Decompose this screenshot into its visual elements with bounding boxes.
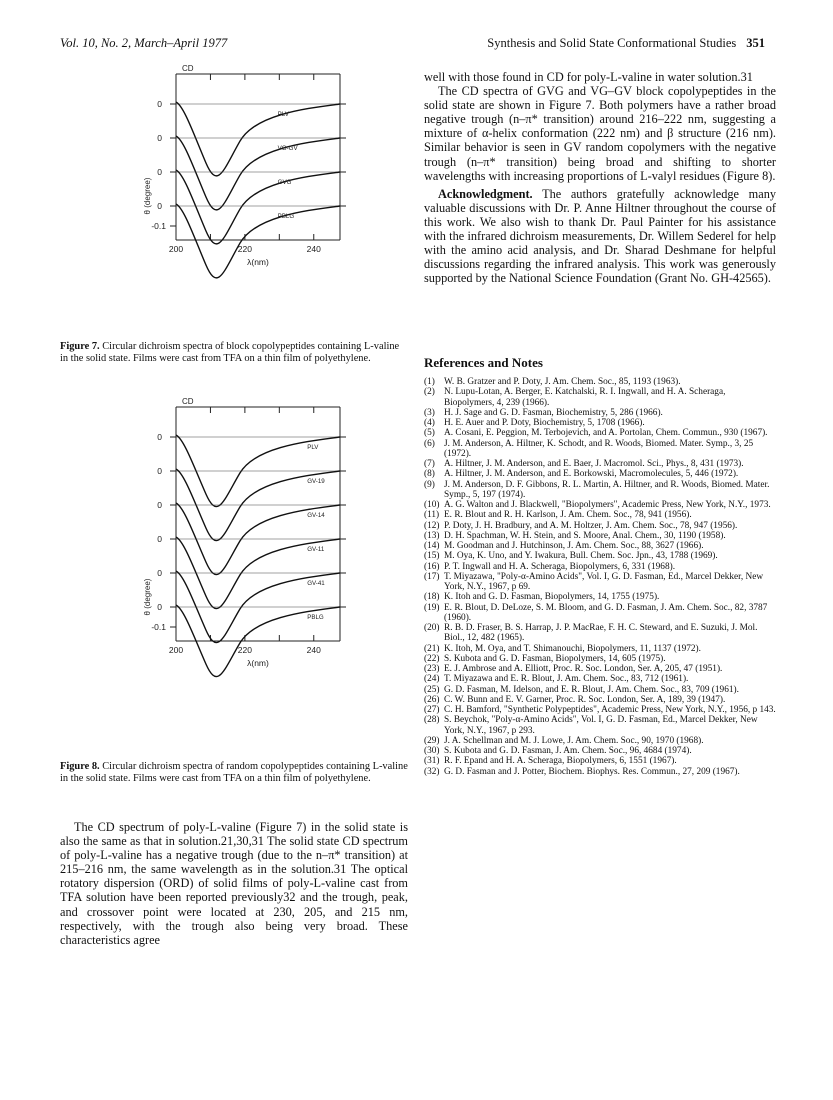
reference-item — [424, 521, 776, 531]
zero-label: 0 — [157, 167, 162, 177]
reference-item — [424, 746, 776, 756]
curve-label: GV-14 — [307, 512, 325, 519]
reference-item — [424, 562, 776, 572]
reference-text: N. Lupu-Lotan, A. Berger, E. Katchalski, R. I. Ingwall, and H. A. Scheraga, Biopolymers, 4, 239 (1966). — [444, 387, 726, 408]
y-axis-label: θ (degree) — [143, 578, 152, 616]
zero-label: 0 — [157, 500, 162, 510]
reference-item — [424, 480, 776, 501]
reference-item — [424, 439, 776, 460]
reference-item — [424, 603, 776, 624]
reference-number: (12) — [424, 520, 440, 531]
reference-item — [424, 654, 776, 664]
running-header-title — [487, 36, 765, 51]
reference-text: H. E. Auer and P. Doty, Biochemistry, 5, 1708 (1966). — [444, 418, 645, 428]
curve-label: GV-19 — [307, 478, 325, 485]
reference-number: (18) — [424, 592, 440, 603]
reference-text: E. R. Blout and R. H. Karlson, J. Am. Chem. Soc., 78, 941 (1956). — [444, 510, 692, 521]
reference-text: S. Kubota and G. D. Fasman, Biopolymers, 14, 605 (1975). — [444, 653, 666, 664]
reference-text: A. Hiltner, J. M. Anderson, and E. Borkowski, Macromolecules, 5, 446 (1972). — [444, 469, 739, 480]
reference-text: G. D. Fasman, M. Idelson, and E. R. Blout, J. Am. Chem. Soc., 83, 709 (1961). — [444, 684, 739, 695]
reference-item — [424, 644, 776, 654]
reference-item — [424, 705, 776, 715]
curve-label: PBLG — [277, 213, 295, 220]
reference-number: (20) — [424, 623, 440, 633]
reference-number: (4) — [424, 418, 435, 428]
reference-number: (8) — [424, 469, 435, 480]
x-tick-label: 240 — [306, 645, 321, 655]
y-tick-label-minus: -0.1 — [151, 221, 166, 231]
zero-label: 0 — [157, 568, 162, 578]
curve-label: PBLG — [307, 614, 324, 621]
page-number: 351 — [746, 36, 765, 50]
reference-number: (27) — [424, 705, 440, 715]
cd-curve — [176, 102, 340, 176]
reference-number: (19) — [424, 602, 440, 613]
reference-number: (21) — [424, 643, 440, 654]
reference-number: (13) — [424, 530, 440, 541]
reference-number: (32) — [424, 766, 440, 777]
reference-text: W. B. Gratzer and P. Doty, J. Am. Chem. Soc., 85, 1193 (1963). — [444, 377, 681, 387]
figure-8 — [140, 395, 380, 755]
reference-text: T. Miyazawa, "Poly-α-Amino Acids", Vol. I, G. D. Fasman, Ed., Marcel Dekker, New York, N.Y., 1967, p 69. — [444, 571, 764, 592]
reference-number: (11) — [424, 510, 440, 521]
x-tick-label: 200 — [168, 244, 184, 254]
reference-text: E. J. Ambrose and A. Elliott, Proc. R. Soc. London, Ser. A, 205, 47 (1951). — [444, 664, 723, 674]
body-paragraph-cd-spectra: The CD spectra of GVG and VG–GV block copolypeptides in the solid state are shown in Figure 7. Both polymers have a rather broad negative trough (n–π* transition) around 216–222 nm, suggesting a mixture of α-helix conformation (222 nm) and β structure (216 nm). Similar behavior is seen in GV random copolymers with the negative trough (n–π* transition) being broad and shifting to shorter wavelengths with increasing proportions of L-valyl residues (Figure 8). — [424, 84, 776, 183]
reference-item — [424, 767, 776, 777]
curve-label: PLV — [307, 444, 319, 451]
reference-item — [424, 664, 776, 674]
running-header-volume: Vol. 10, No. 2, March–April 1977 — [60, 36, 228, 50]
zero-label: 0 — [157, 534, 162, 544]
reference-text: P. T. Ingwall and H. A. Scheraga, Biopolymers, 6, 331 (1968). — [444, 561, 676, 572]
top-axis-label: CD — [182, 64, 194, 73]
figure-8-caption-label: Figure 8. — [60, 761, 100, 772]
x-axis-label: λ(nm) — [247, 257, 269, 267]
figure-8-plot — [140, 395, 380, 755]
acknowledgment-paragraph — [424, 187, 776, 286]
reference-text: K. Itoh and G. D. Fasman, Biopolymers, 14, 1755 (1975). — [444, 592, 660, 603]
reference-text: K. Itoh, M. Oya, and T. Shimanouchi, Biopolymers, 11, 1137 (1972). — [444, 643, 701, 654]
curve-label: GVG — [277, 179, 292, 186]
reference-item — [424, 685, 776, 695]
reference-item — [424, 469, 776, 479]
left-column-body — [60, 820, 408, 947]
reference-text: J. A. Schellman and M. J. Lowe, J. Am. Chem. Soc., 90, 1970 (1968). — [444, 735, 704, 746]
figure-8-caption — [60, 761, 408, 785]
reference-number: (16) — [424, 561, 440, 572]
reference-text: P. Doty, J. H. Bradbury, and A. M. Holtzer, J. Am. Chem. Soc., 78, 947 (1956). — [444, 520, 738, 531]
reference-item — [424, 756, 776, 766]
reference-text: M. Goodman and J. Hutchinson, J. Am. Chem. Soc., 88, 3627 (1966). — [444, 541, 704, 551]
zero-label: 0 — [157, 466, 162, 476]
reference-text: G. D. Fasman and J. Potter, Biochem. Biophys. Res. Commun., 27, 209 (1967). — [444, 766, 740, 777]
figure-7-caption-text: Circular dichroism spectra of block copolypeptides containing L-valine in the solid state. Films were cast from TFA on a thin film of polyethylene. — [60, 341, 400, 365]
reference-text: S. Kubota and G. D. Fasman, J. Am. Chem. Soc., 96, 4684 (1974). — [444, 746, 692, 756]
cd-curve — [176, 170, 340, 244]
reference-number: (2) — [424, 387, 435, 398]
right-column-body — [424, 70, 776, 285]
reference-text: A. Hiltner, J. M. Anderson, and E. Baer, J. Macromol. Sci., Phys., 8, 431 (1973). — [444, 459, 744, 469]
reference-number: (17) — [424, 571, 440, 582]
curve-label: GV-41 — [307, 580, 325, 587]
reference-item — [424, 531, 776, 541]
reference-text: A. Cosani, E. Peggion, M. Terbojevich, and A. Portolan, Chem. Commun., 930 (1967). — [444, 428, 768, 439]
cd-curve — [176, 136, 340, 210]
reference-number: (5) — [424, 428, 435, 439]
curve-label: GV-11 — [307, 546, 325, 553]
reference-item — [424, 695, 776, 705]
reference-number: (9) — [424, 479, 435, 490]
reference-number: (25) — [424, 684, 440, 695]
reference-text: E. R. Blout, D. DeLoze, S. M. Bloom, and G. D. Fasman, J. Am. Chem. Soc., 82, 3787 (1960). — [444, 602, 768, 623]
reference-item — [424, 459, 776, 469]
reference-number: (14) — [424, 541, 440, 551]
reference-number: (22) — [424, 653, 440, 664]
reference-number: (1) — [424, 377, 435, 387]
reference-text: C. H. Bamford, "Synthetic Polypeptides", Academic Press, New York, N.Y., 1956, p 143. — [444, 705, 776, 715]
reference-text: C. W. Bunn and E. V. Garner, Proc. R. Soc. London, Ser. A, 189, 39 (1947). — [444, 694, 726, 705]
figure-7 — [140, 62, 380, 337]
reference-number: (28) — [424, 715, 440, 726]
body-paragraph: The CD spectrum of poly-L-valine (Figure 7) in the solid state is also the same as that in solution.21,30,31 The solid state CD spectrum of poly-L-valine has a negative trough (due to the n–π* transition) at 215–216 nm, the same wavelength as in the solution.31 The optical rotatory dispersion (ORD) of solid films of poly-L-valine cast from TFA solution have been reported previously32 and the trough, peak, and crossover point were located at 230, 205, and 215 nm, respectively, with the trough also being very broad. These characteristics agree — [60, 820, 408, 947]
x-tick-label: 220 — [237, 645, 252, 655]
body-paragraph-continued: well with those found in CD for poly-L-valine in water solution.31 — [424, 70, 753, 84]
reference-item — [424, 500, 776, 510]
reference-text: D. H. Spachman, W. H. Stein, and S. Moore, Anal. Chem., 30, 1190 (1958). — [444, 530, 726, 541]
acknowledgment-heading: Acknowledgment. — [438, 186, 533, 201]
reference-item — [424, 623, 776, 644]
x-tick-label: 220 — [237, 244, 252, 254]
reference-text: A. G. Walton and J. Blackwell, "Biopolymers", Academic Press, New York, N.Y., 1973. — [444, 500, 771, 510]
reference-number: (15) — [424, 551, 440, 562]
zero-label: 0 — [157, 99, 162, 109]
reference-number: (3) — [424, 407, 435, 418]
x-axis-label: λ(nm) — [247, 658, 269, 668]
running-header-journal-title: Synthesis and Solid State Conformational Studies — [487, 36, 737, 50]
reference-number: (26) — [424, 694, 440, 705]
reference-item — [424, 377, 776, 387]
reference-text: S. Beychok, "Poly-α-Amino Acids", Vol. I, G. D. Fasman, Ed., Marcel Dekker, New York, N.Y., 1967, p 293. — [444, 715, 758, 736]
figure-7-plot — [140, 62, 380, 337]
reference-text: M. Oya, K. Uno, and Y. Iwakura, Bull. Chem. Soc. Jpn., 43, 1788 (1969). — [444, 551, 718, 562]
zero-label: 0 — [157, 602, 162, 612]
reference-number: (10) — [424, 500, 440, 510]
x-tick-label: 200 — [168, 645, 184, 655]
curve-label: VG-GV — [277, 145, 298, 152]
references-list — [424, 377, 776, 777]
reference-number: (29) — [424, 735, 440, 746]
reference-item — [424, 715, 776, 736]
reference-number: (6) — [424, 438, 435, 449]
figure-7-caption-label: Figure 7. — [60, 341, 100, 352]
acknowledgment-text: The authors gratefully acknowledge many valuable discussions with Dr. P. Anne Hiltner throughout the course of this work. We also wish to thank Dr. Paul Painter for his assistance with the infrared dichroism measurements, Dr. Willem Sederel for help with the amino acid analysis, and Dr. Sharad Deshmane for helpful discussions regarding the infrared analysis. This work was generously supported by the National Science Foundation (Grant No. GH-42565). — [424, 186, 776, 286]
reference-text: T. Miyazawa and E. R. Blout, J. Am. Chem. Soc., 83, 712 (1961). — [444, 674, 689, 685]
reference-item — [424, 674, 776, 684]
reference-item — [424, 418, 776, 428]
reference-item — [424, 592, 776, 602]
figure-7-caption — [60, 341, 408, 365]
reference-text: J. M. Anderson, D. F. Gibbons, R. L. Martin, A. Hiltner, and R. Woods, Biomed. Mater. Symp., 5, 197 (1974). — [444, 479, 770, 500]
reference-text: H. J. Sage and G. D. Fasman, Biochemistry, 5, 286 (1966). — [444, 407, 663, 418]
y-tick-label-minus: -0.1 — [151, 622, 166, 632]
references-heading: References and Notes — [424, 355, 543, 370]
reference-number: (23) — [424, 664, 440, 674]
reference-item — [424, 387, 776, 408]
zero-label: 0 — [157, 133, 162, 143]
zero-label: 0 — [157, 201, 162, 211]
reference-text: J. M. Anderson, A. Hiltner, K. Schodt, and R. Woods, Biomed. Mater. Symp., 3, 25 (1972). — [444, 438, 754, 459]
reference-item — [424, 408, 776, 418]
zero-label: 0 — [157, 432, 162, 442]
reference-text: R. F. Epand and H. A. Scheraga, Biopolymers, 6, 1551 (1967). — [444, 756, 677, 767]
reference-item — [424, 736, 776, 746]
reference-text: R. B. D. Fraser, B. S. Harrap, J. P. MacRae, F. H. C. Steward, and E. Suzuki, J. Mol. Biol., 12, 482 (1965). — [444, 623, 758, 644]
reference-item — [424, 572, 776, 593]
reference-number: (30) — [424, 746, 440, 756]
figure-8-caption-text: Circular dichroism spectra of random copolypeptides containing L-valine in the solid state. Films were cast from TFA on a thin film of polyethylene. — [60, 761, 408, 785]
reference-number: (31) — [424, 756, 440, 767]
reference-number: (7) — [424, 459, 435, 469]
reference-item — [424, 510, 776, 520]
reference-item — [424, 541, 776, 551]
reference-number: (24) — [424, 674, 440, 685]
curve-label: PLV — [277, 111, 289, 118]
top-axis-label: CD — [182, 397, 194, 406]
reference-item — [424, 551, 776, 561]
y-axis-label: θ (degree) — [143, 177, 152, 215]
reference-item — [424, 428, 776, 438]
x-tick-label: 240 — [306, 244, 321, 254]
